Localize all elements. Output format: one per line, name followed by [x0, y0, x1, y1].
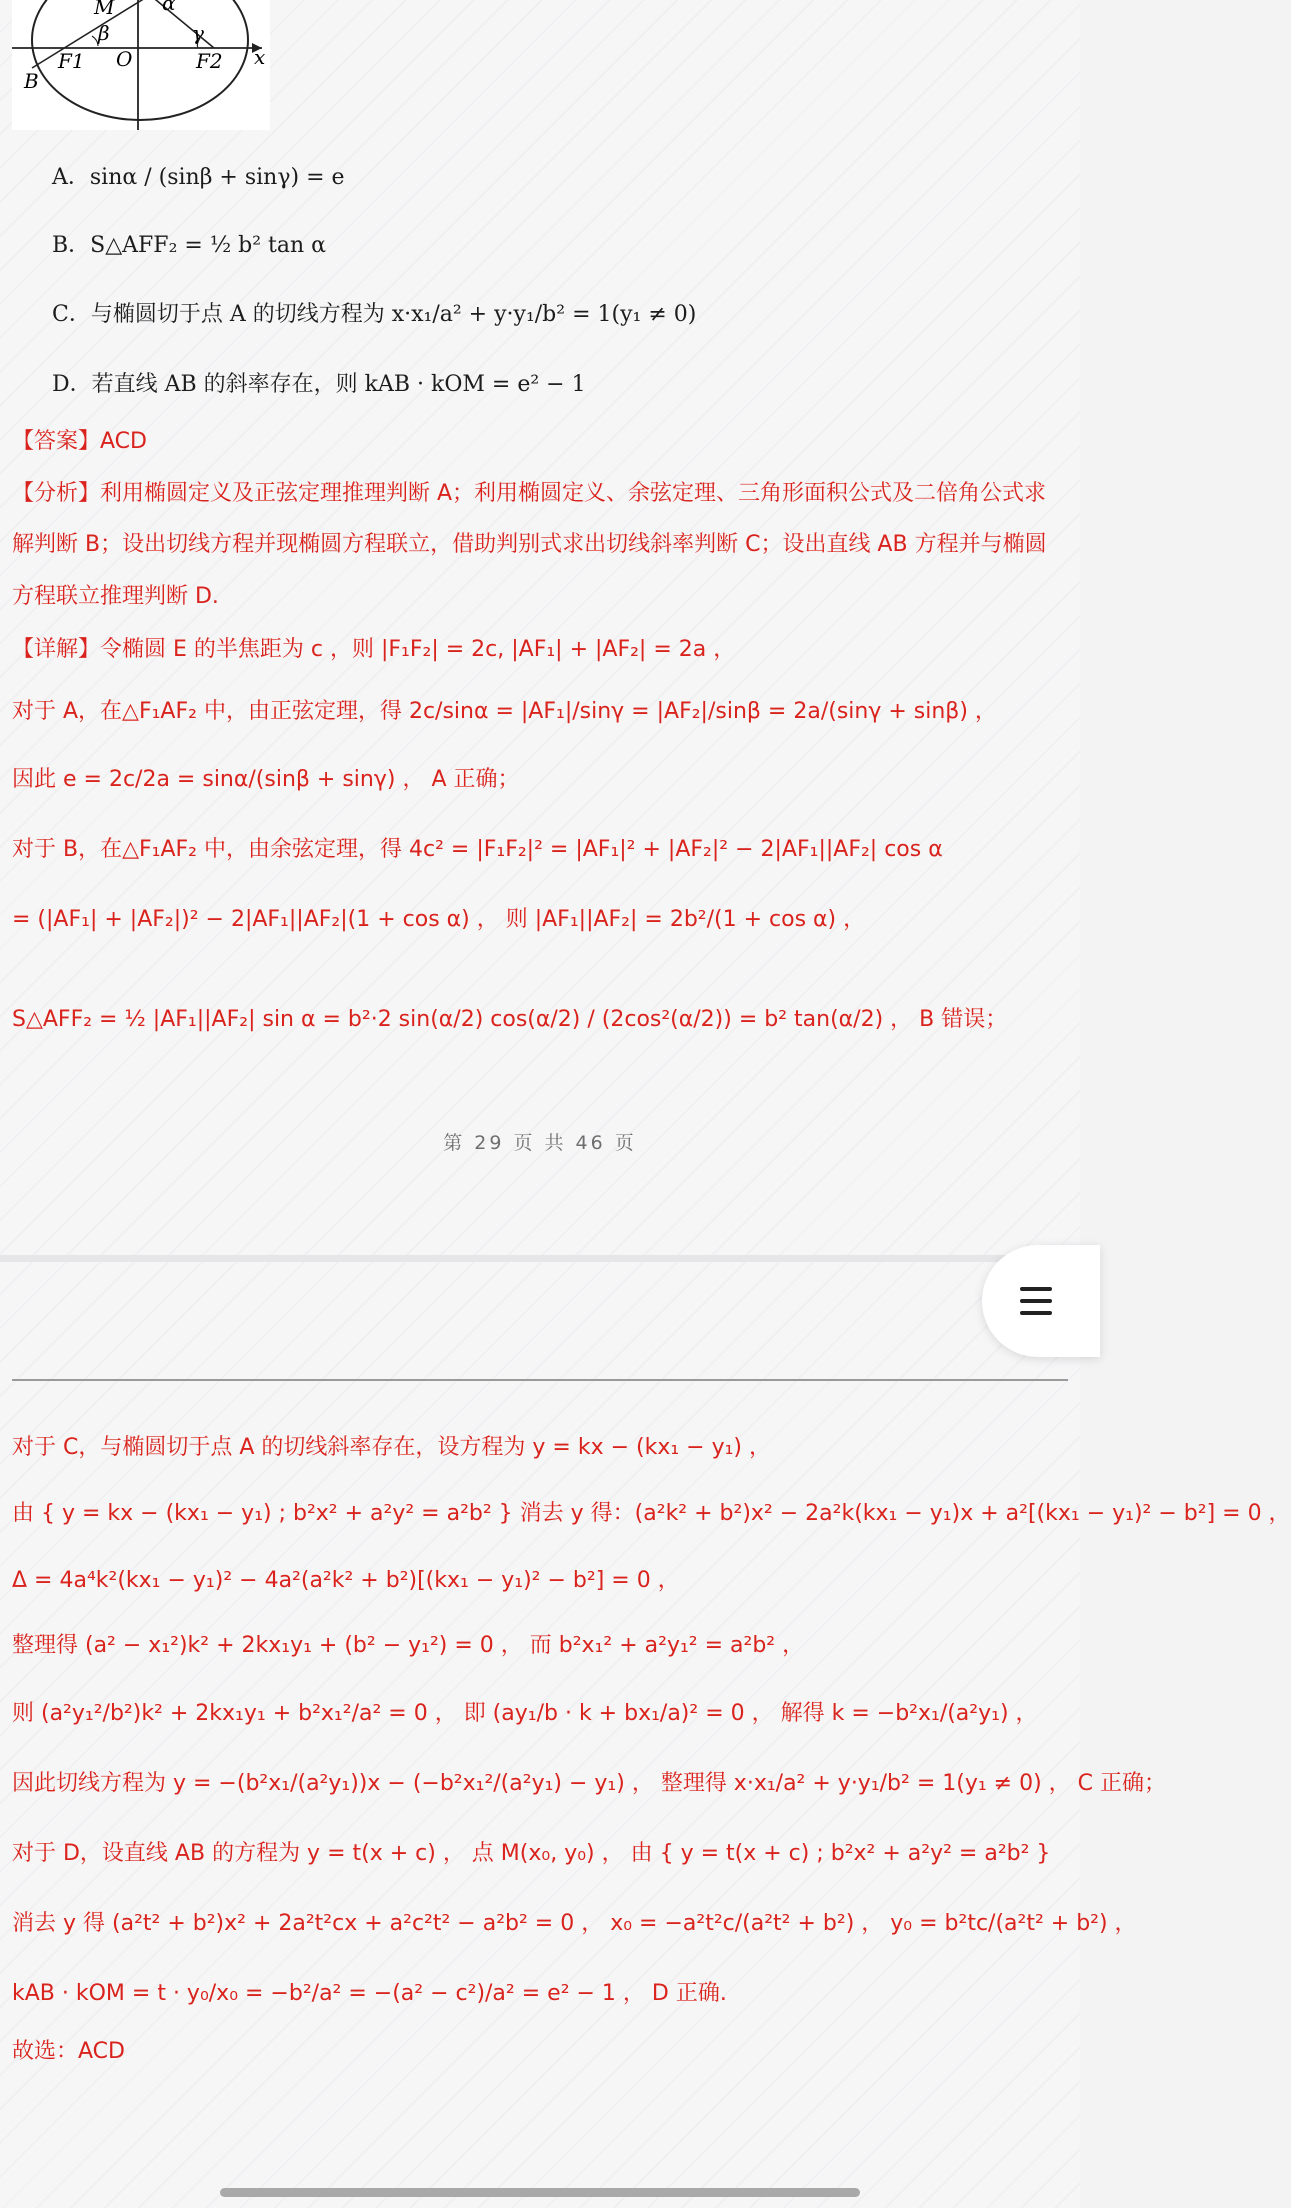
option-c: C．与椭圆切于点 A 的切线方程为 x·x₁/a² + y·y₁/b² = 1(y₁ ≠ 0) [52, 302, 697, 327]
answer-line: 【答案】ACD [12, 429, 147, 454]
final-answer: 故选：ACD [12, 2039, 125, 2064]
menu-button[interactable] [982, 1245, 1100, 1357]
label-o: O [116, 47, 133, 71]
detail-line-2: 对于 A，在△F₁AF₂ 中，由正弦定理，得 2c/sinα = |AF₁|/sinγ = |AF₂|/sinβ = 2a/(sinγ + sinβ) ， [12, 699, 997, 724]
label-alpha: α [162, 0, 176, 15]
solution-line-2: 由 { y = kx − (kx₁ − y₁) ; b²x² + a²y² = a²b² } 消去 y 得：(a²k² + b²)x² − 2a²k(kx₁ − y₁)x + a²[(kx₁ − y₁)² − b²] = 0 ， [12, 1501, 1291, 1526]
home-indicator[interactable] [220, 2188, 860, 2197]
analysis-line-2: 解判断 B；设出切线方程并现椭圆方程联立，借助判别式求出切线斜率判断 C；设出直线 AB 方程并与椭圆 [12, 532, 1047, 557]
label-m: M [94, 0, 115, 19]
document-page-29 [0, 0, 1080, 1255]
detail-line-3: 因此 e = 2c/2a = sinα/(sinβ + sinγ) ， A 正确； [12, 767, 520, 792]
ellipse-figure [12, 0, 270, 130]
solution-line-3: Δ = 4a⁴k²(kx₁ − y₁)² − 4a²(a²k² + b²)[(kx₁ − y₁)² − b²] = 0 ， [12, 1568, 680, 1593]
detail-line-6: S△AFF₂ = ½ |AF₁||AF₂| sin α = b²·2 sin(α/2) cos(α/2) / (2cos²(α/2)) = b² tan(α/2) ， B 错误； [12, 1007, 1008, 1032]
detail-line-5: = (|AF₁| + |AF₂|)² − 2|AF₁||AF₂|(1 + cos α) ， 则 |AF₁||AF₂| = 2b²/(1 + cos α) ， [12, 907, 866, 932]
menu-icon-bar-middle [1020, 1299, 1052, 1303]
solution-line-4: 整理得 (a² − x₁²)k² + 2kx₁y₁ + (b² − y₁²) = 0 ， 而 b²x₁² + a²y₁² = a²b² ， [12, 1633, 805, 1658]
menu-icon-bar-top [1020, 1287, 1052, 1291]
page-gap [0, 1255, 1080, 1262]
option-a: A．sinα / (sinβ + sinγ) = e [52, 165, 345, 190]
label-f1: F1 [58, 49, 85, 73]
solution-line-7: 对于 D，设直线 AB 的方程为 y = t(x + c) ， 点 M(x₀, y₀) ， 由 { y = t(x + c) ; b²x² + a²y² = a²b² } [12, 1841, 1051, 1866]
document-page-30 [0, 1262, 1291, 2208]
menu-icon-bar-bottom [1020, 1311, 1052, 1315]
label-beta: β [98, 21, 110, 45]
label-gamma: γ [192, 21, 204, 45]
solution-line-9: kAB · kOM = t · y₀/x₀ = −b²/a² = −(a² − c²)/a² = e² − 1 ， D 正确. [12, 1981, 727, 2006]
detail-line-4: 对于 B，在△F₁AF₂ 中，由余弦定理，得 4c² = |F₁F₂|² = |AF₁|² + |AF₂|² − 2|AF₁||AF₂| cos α [12, 837, 943, 862]
solution-line-1: 对于 C，与椭圆切于点 A 的切线斜率存在，设方程为 y = kx − (kx₁ − y₁) ， [12, 1435, 772, 1460]
label-x: x [254, 45, 266, 69]
option-d: D．若直线 AB 的斜率存在，则 kAB · kOM = e² − 1 [52, 372, 586, 397]
analysis-line-3: 方程联立推理判断 D. [12, 584, 219, 609]
option-b: B．S△AFF₂ = ½ b² tan α [52, 233, 327, 258]
solution-line-5: 则 (a²y₁²/b²)k² + 2kx₁y₁ + b²x₁²/a² = 0 ， 即 (ay₁/b · k + bx₁/a)² = 0 ， 解得 k = −b²x₁/(a²y₁) ， [12, 1701, 1038, 1726]
page-number-footer: 第 29 页 共 46 页 [443, 1132, 637, 1154]
page-header-rule [12, 1379, 1068, 1381]
analysis-line-1: 【分析】利用椭圆定义及正弦定理推理判断 A；利用椭圆定义、余弦定理、三角形面积公式及二倍角公式求 [12, 481, 1047, 506]
solution-line-8: 消去 y 得 (a²t² + b²)x² + 2a²t²cx + a²c²t² − a²b² = 0 ， x₀ = −a²t²c/(a²t² + b²) ， y₀ = b²tc/(a²t² + b²) ， [12, 1911, 1137, 1936]
label-b: B [24, 69, 39, 93]
label-f2: F2 [196, 49, 223, 73]
solution-line-6: 因此切线方程为 y = −(b²x₁/(a²y₁))x − (−b²x₁²/(a²y₁) − y₁) ， 整理得 x·x₁/a² + y·y₁/b² = 1(y₁ ≠ 0) ， C 正确； [12, 1771, 1167, 1796]
detail-line-1: 【详解】令椭圆 E 的半焦距为 c ，则 |F₁F₂| = 2c, |AF₁| + |AF₂| = 2a ， [12, 637, 736, 662]
